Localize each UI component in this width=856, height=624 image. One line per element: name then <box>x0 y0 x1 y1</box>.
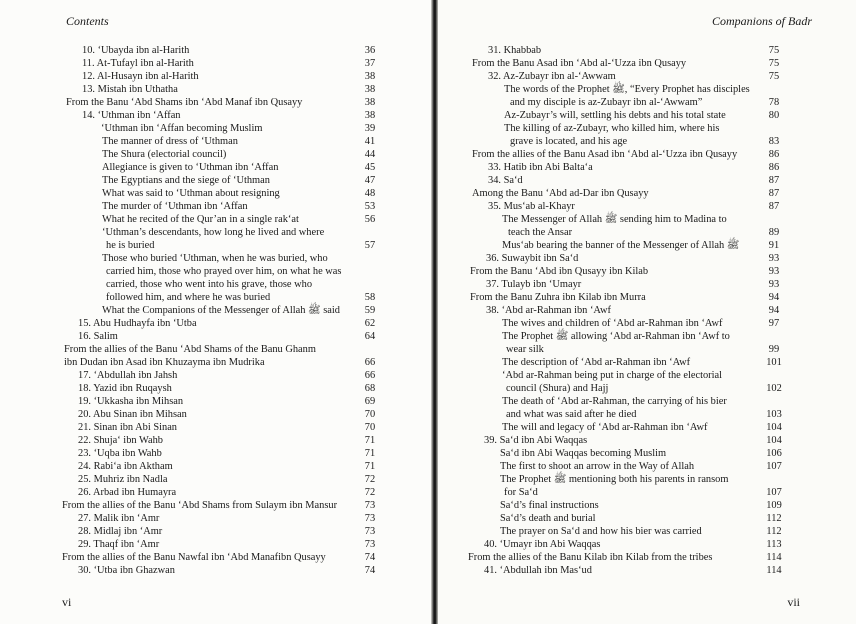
toc-entry <box>438 252 856 265</box>
toc-entry-title: 32. Az-Zubayr ibn al-‘Awwam <box>488 71 616 82</box>
toc-entry-page: 87 <box>768 175 780 186</box>
toc-entry-title: 12. Al-Husayn ibn al-Harith <box>82 71 199 82</box>
toc-entry <box>438 512 856 525</box>
toc-entry-title: The Prophet ﷺ allowing ‘Abd ar-Rahman ibn ‘Awf to <box>502 331 730 342</box>
toc-entry <box>0 291 432 304</box>
toc-entry-title: and what was said after he died <box>506 409 637 420</box>
toc-entry <box>438 473 856 486</box>
toc-entry <box>438 161 856 174</box>
toc-entry-title: From the allies of the Banu Kilab ibn Kilab from the tribes <box>468 552 713 563</box>
toc-entry-page: 93 <box>768 279 780 290</box>
toc-entry <box>0 135 432 148</box>
toc-entry-page: 39 <box>364 123 376 134</box>
toc-entry-page: 101 <box>766 357 782 368</box>
toc-entry-page: 71 <box>364 448 376 459</box>
toc-entry-title: 17. ‘Abdullah ibn Jahsh <box>78 370 178 381</box>
toc-entry-title: 27. Malik ibn ‘Amr <box>78 513 160 524</box>
toc-entry-page: 53 <box>364 201 376 212</box>
toc-entry-title: 40. ‘Umayr ibn Abi Waqqas <box>484 539 601 550</box>
toc-entry-title: teach the Ansar <box>508 227 573 238</box>
toc-entry <box>0 304 432 317</box>
toc-entry-page: 75 <box>768 71 780 82</box>
toc-entry <box>438 44 856 57</box>
toc-entry-title: 23. ‘Uqba ibn Wahb <box>78 448 162 459</box>
toc-entry-page: 78 <box>768 97 780 108</box>
toc-entry <box>0 525 432 538</box>
toc-entry-title: 31. Khabbab <box>488 45 542 56</box>
toc-entry <box>0 148 432 161</box>
toc-entry-page: 38 <box>364 84 376 95</box>
toc-entry <box>0 421 432 434</box>
toc-entry-page: 103 <box>766 409 782 420</box>
toc-entry-title: 33. Hatib ibn Abi Balta‘a <box>488 162 593 173</box>
toc-entry <box>438 382 856 395</box>
toc-entry-page: 38 <box>364 71 376 82</box>
toc-entry <box>0 512 432 525</box>
toc-entry-title: The wives and children of ‘Abd ar-Rahman ibn ‘Awf <box>502 318 723 329</box>
toc-entry <box>0 447 432 460</box>
toc-entry <box>438 564 856 577</box>
toc-entry-title: Sa‘d’s death and burial <box>500 513 596 524</box>
toc-entry-page: 75 <box>768 45 780 56</box>
toc-entry-title: and my disciple is az-Zubayr ibn al-‘Awwam” <box>510 97 703 108</box>
toc-entry <box>438 343 856 356</box>
toc-entry-title: wear silk <box>506 344 544 355</box>
toc-entry-page: 112 <box>766 513 782 524</box>
toc-entry-page: 97 <box>768 318 780 329</box>
toc-entry <box>438 408 856 421</box>
toc-entry <box>438 499 856 512</box>
toc-entry <box>438 369 856 382</box>
toc-entry-title: 38. ‘Abd ar-Rahman ibn ‘Awf <box>486 305 611 316</box>
toc-entry-page: 93 <box>768 266 780 277</box>
toc-entry <box>438 239 856 252</box>
toc-entry-title: followed him, and where he was buried <box>106 292 271 303</box>
toc-entry-page: 69 <box>364 396 376 407</box>
toc-entry <box>438 551 856 564</box>
toc-entry-page: 87 <box>768 188 780 199</box>
right-page <box>438 0 856 624</box>
toc-entry <box>438 304 856 317</box>
toc-entry-page: 38 <box>364 110 376 121</box>
toc-entry <box>438 135 856 148</box>
toc-entry-page: 66 <box>364 357 376 368</box>
toc-entry-page: 73 <box>364 513 376 524</box>
toc-entry-title: From the allies of the Banu ‘Abd Shams of the Banu Ghanm <box>64 344 316 355</box>
toc-entry-title: The death of ‘Abd ar-Rahman, the carrying of his bier <box>502 396 727 407</box>
toc-entry-page: 47 <box>364 175 376 186</box>
toc-entry <box>438 122 856 135</box>
toc-entry-page: 86 <box>768 149 780 160</box>
toc-entry <box>438 278 856 291</box>
toc-entry-page: 64 <box>364 331 376 342</box>
toc-entry <box>438 525 856 538</box>
toc-entry-page: 94 <box>768 292 780 303</box>
toc-entry <box>438 265 856 278</box>
toc-entry-page: 107 <box>766 461 782 472</box>
toc-entry-title: 28. Midlaj ibn ‘Amr <box>78 526 163 537</box>
toc-entry <box>0 564 432 577</box>
toc-entry <box>438 538 856 551</box>
toc-entry <box>438 291 856 304</box>
toc-entry <box>0 408 432 421</box>
toc-entry <box>0 551 432 564</box>
toc-entry <box>0 213 432 226</box>
toc-entry-title: The Shura (electorial council) <box>102 149 227 160</box>
toc-entry-page: 93 <box>768 253 780 264</box>
toc-entry-page: 37 <box>364 58 376 69</box>
toc-entry <box>0 109 432 122</box>
toc-entry <box>438 356 856 369</box>
toc-entry-title: 36. Suwaybit ibn Sa‘d <box>486 253 579 264</box>
toc-entry-page: 114 <box>766 552 782 563</box>
toc-entry-page: 106 <box>766 448 782 459</box>
toc-entry-title: 24. Rabi‘a ibn Aktham <box>78 461 173 472</box>
toc-entry-title: What he recited of the Qur’an in a single rak‘at <box>102 214 299 225</box>
toc-entry <box>0 161 432 174</box>
toc-entry-title: From the Banu ‘Abd ibn Qusayy ibn Kilab <box>470 266 649 277</box>
running-head-left: Contents <box>66 14 109 28</box>
toc-entry-page: 41 <box>364 136 376 147</box>
toc-entry-title: The Prophet ﷺ mentioning both his parents in ransom <box>500 474 729 485</box>
toc-entry <box>0 317 432 330</box>
toc-entry <box>0 239 432 252</box>
toc-entry-title: From the allies of the Banu Nawfal ibn ‘Abd Manafibn Qusayy <box>62 552 326 563</box>
toc-entry-title: From the Banu ‘Abd Shams ibn ‘Abd Manaf ibn Qusayy <box>66 97 303 108</box>
toc-entry <box>438 109 856 122</box>
toc-entry-title: 10. ‘Ubayda ibn al-Harith <box>82 45 190 56</box>
toc-entry-page: 58 <box>364 292 376 303</box>
toc-entry-title: The killing of az-Zubayr, who killed him, where his <box>504 123 720 134</box>
toc-entry <box>0 343 432 356</box>
toc-entry-page: 73 <box>364 539 376 550</box>
toc-entry <box>438 434 856 447</box>
toc-entry-title: council (Shura) and Hajj <box>506 383 609 394</box>
toc-entry-title: Mus‘ab bearing the banner of the Messenger of Allah ﷺ <box>502 240 740 251</box>
toc-entry-title: 15. Abu Hudhayfa ibn ‘Utba <box>78 318 197 329</box>
toc-entry <box>0 538 432 551</box>
toc-entry-title: The will and legacy of ‘Abd ar-Rahman ibn ‘Awf <box>502 422 708 433</box>
toc-entry-title: 29. Thaqf ibn ‘Amr <box>78 539 160 550</box>
book-gutter <box>431 0 438 624</box>
page-number-right: vii <box>787 595 800 609</box>
toc-entry-title: What the Companions of the Messenger of Allah ﷺ said <box>102 305 340 316</box>
toc-entry-page: 75 <box>768 58 780 69</box>
toc-entry-page: 74 <box>364 565 376 576</box>
toc-entry <box>0 200 432 213</box>
toc-entry-page: 70 <box>364 409 376 420</box>
toc-entry-page: 87 <box>768 201 780 212</box>
toc-entry-title: 34. Sa‘d <box>488 175 523 186</box>
toc-entry-title: The Messenger of Allah ﷺ sending him to Madina to <box>502 214 727 225</box>
toc-entry-page: 62 <box>364 318 376 329</box>
toc-entry-title: 35. Mus‘ab al-Khayr <box>488 201 575 212</box>
toc-entry-title: From the allies of the Banu Asad ibn ‘Abd al-‘Uzza ibn Qusayy <box>472 149 738 160</box>
toc-entry-title: The first to shoot an arrow in the Way of Allah <box>500 461 695 472</box>
toc-entry-title: 13. Mistah ibn Uthatha <box>82 84 178 95</box>
toc-entry <box>438 317 856 330</box>
toc-entry <box>0 460 432 473</box>
toc-entry-page: 57 <box>364 240 376 251</box>
toc-entry-title: The manner of dress of ‘Uthman <box>102 136 238 147</box>
toc-entry <box>0 83 432 96</box>
toc-entry-title: Az-Zubayr’s will, settling his debts and his total state <box>504 110 726 121</box>
toc-entry-title: 41. ‘Abdullah ibn Mas‘ud <box>484 565 592 576</box>
toc-entry-title: ‘Uthman’s descendants, how long he lived and where <box>102 227 325 238</box>
toc-entry-title: carried him, those who prayed over him, on what he was <box>106 266 342 277</box>
toc-entry-title: 39. Sa‘d ibn Abi Waqqas <box>484 435 588 446</box>
toc-entry-title: ibn Dudan ibn Asad ibn Khuzayma ibn Mudrika <box>64 357 265 368</box>
toc-entry-page: 71 <box>364 461 376 472</box>
toc-entry-page: 72 <box>364 474 376 485</box>
toc-entry-page: 114 <box>766 565 782 576</box>
toc-entry-title: The Egyptians and the siege of ‘Uthman <box>102 175 270 186</box>
toc-entry-page: 107 <box>766 487 782 498</box>
toc-entry <box>438 96 856 109</box>
toc-entry <box>438 148 856 161</box>
toc-entry-title: The description of ‘Abd ar-Rahman ibn ‘Awf <box>502 357 691 368</box>
toc-entry-title: Sa‘d’s final instructions <box>500 500 599 511</box>
toc-entry-page: 68 <box>364 383 376 394</box>
toc-entry-page: 74 <box>364 552 376 563</box>
toc-entries-right <box>438 44 856 577</box>
toc-entry <box>438 174 856 187</box>
toc-entry-page: 94 <box>768 305 780 316</box>
toc-entry-title: 25. Muhriz ibn Nadla <box>78 474 168 485</box>
toc-entry <box>0 278 432 291</box>
toc-entry-title: 22. Shuja‘ ibn Wahb <box>78 435 163 446</box>
toc-entries-left <box>0 44 432 577</box>
toc-entry-title: Allegiance is given to ‘Uthman ibn ‘Affan <box>102 162 279 173</box>
toc-entry <box>0 57 432 70</box>
toc-entry <box>438 187 856 200</box>
toc-entry-page: 70 <box>364 422 376 433</box>
toc-entry-title: 11. At-Tufayl ibn al-Harith <box>82 58 194 69</box>
toc-entry <box>0 330 432 343</box>
toc-entry <box>0 395 432 408</box>
toc-entry <box>0 70 432 83</box>
toc-entry-title: grave is located, and his age <box>510 136 628 147</box>
toc-entry <box>0 44 432 57</box>
toc-entry <box>0 226 432 239</box>
toc-entry-title: 30. ‘Utba ibn Ghazwan <box>78 565 175 576</box>
toc-entry <box>0 369 432 382</box>
toc-entry-page: 112 <box>766 526 782 537</box>
toc-entry-title: he is buried <box>106 240 155 251</box>
toc-entry <box>0 382 432 395</box>
toc-entry-page: 66 <box>364 370 376 381</box>
running-head-right: Companions of Badr <box>711 14 812 28</box>
toc-entry-title: 19. ‘Ukkasha ibn Mihsan <box>78 396 184 407</box>
toc-entry <box>0 356 432 369</box>
toc-entry-title: ‘Abd ar-Rahman being put in charge of the electorial <box>502 370 723 381</box>
toc-entry-title: 20. Abu Sinan ibn Mihsan <box>78 409 187 420</box>
toc-entry <box>0 265 432 278</box>
toc-entry-page: 99 <box>768 344 780 355</box>
toc-entry <box>438 70 856 83</box>
toc-entry <box>438 330 856 343</box>
toc-entry-title: Those who buried ‘Uthman, when he was buried, who <box>102 253 328 264</box>
toc-entry <box>438 57 856 70</box>
toc-entry-title: From the Banu Zuhra ibn Kilab ibn Murra <box>470 292 646 303</box>
toc-entry <box>0 122 432 135</box>
toc-entry <box>0 187 432 200</box>
toc-entry-title: What was said to ‘Uthman about resigning <box>102 188 280 199</box>
toc-entry-title: 18. Yazid ibn Ruqaysh <box>78 383 172 394</box>
toc-entry-title: The words of the Prophet ﷺ, “Every Prophet has disciples <box>504 84 750 95</box>
toc-entry-title: for Sa‘d <box>504 487 538 498</box>
toc-entry <box>0 499 432 512</box>
toc-entry-title: From the Banu Asad ibn ‘Abd al-‘Uzza ibn Qusayy <box>472 58 687 69</box>
toc-entry-page: 38 <box>364 97 376 108</box>
toc-entry <box>438 395 856 408</box>
toc-entry-page: 86 <box>768 162 780 173</box>
toc-entry-title: Sa‘d ibn Abi Waqqas becoming Muslim <box>500 448 667 459</box>
toc-entry <box>438 200 856 213</box>
toc-entry <box>0 96 432 109</box>
toc-entry-page: 71 <box>364 435 376 446</box>
toc-entry <box>0 486 432 499</box>
toc-entry <box>0 473 432 486</box>
toc-entry-page: 109 <box>766 500 782 511</box>
toc-entry-title: 14. ‘Uthman ibn ‘Affan <box>82 110 181 121</box>
toc-entry-page: 104 <box>766 435 782 446</box>
toc-entry <box>438 486 856 499</box>
toc-entry <box>438 226 856 239</box>
toc-entry-page: 36 <box>364 45 376 56</box>
toc-entry-page: 72 <box>364 487 376 498</box>
toc-entry-title: 21. Sinan ibn Abi Sinan <box>78 422 178 433</box>
toc-entry-title: ‘Uthman ibn ‘Affan becoming Muslim <box>101 123 263 134</box>
toc-entry-page: 104 <box>766 422 782 433</box>
toc-entry <box>0 174 432 187</box>
toc-entry-title: 37. Tulayb ibn ‘Umayr <box>486 279 582 290</box>
toc-entry <box>0 252 432 265</box>
toc-entry-title: The murder of ‘Uthman ibn ‘Affan <box>102 201 248 212</box>
toc-entry-page: 113 <box>766 539 782 550</box>
toc-entry <box>438 421 856 434</box>
page-number-left: vi <box>62 595 72 609</box>
toc-entry-title: carried, those who went into his grave, those who <box>106 279 313 290</box>
toc-entry-page: 73 <box>364 500 376 511</box>
toc-entry-title: 26. Arbad ibn Humayra <box>78 487 177 498</box>
toc-entry-page: 89 <box>768 227 780 238</box>
toc-entry-page: 48 <box>364 188 376 199</box>
toc-entry-page: 91 <box>768 240 780 251</box>
toc-entry-page: 44 <box>364 149 376 160</box>
toc-entry <box>438 460 856 473</box>
toc-entry-page: 73 <box>364 526 376 537</box>
toc-entry-title: From the allies of the Banu ‘Abd Shams from Sulaym ibn Mansur <box>62 500 338 511</box>
toc-entry-page: 80 <box>768 110 780 121</box>
toc-entry <box>0 434 432 447</box>
toc-entry-page: 59 <box>364 305 376 316</box>
toc-entry <box>438 83 856 96</box>
toc-entry-title: The prayer on Sa‘d and how his bier was carried <box>500 526 702 537</box>
toc-entry <box>438 447 856 460</box>
toc-entry-page: 83 <box>768 136 780 147</box>
toc-entry-title: 16. Salim <box>78 331 118 342</box>
toc-entry-page: 45 <box>364 162 376 173</box>
toc-entry <box>438 213 856 226</box>
toc-entry-page: 102 <box>766 383 782 394</box>
toc-entry-title: Among the Banu ‘Abd ad-Dar ibn Qusayy <box>472 188 649 199</box>
toc-entry-page: 56 <box>364 214 376 225</box>
